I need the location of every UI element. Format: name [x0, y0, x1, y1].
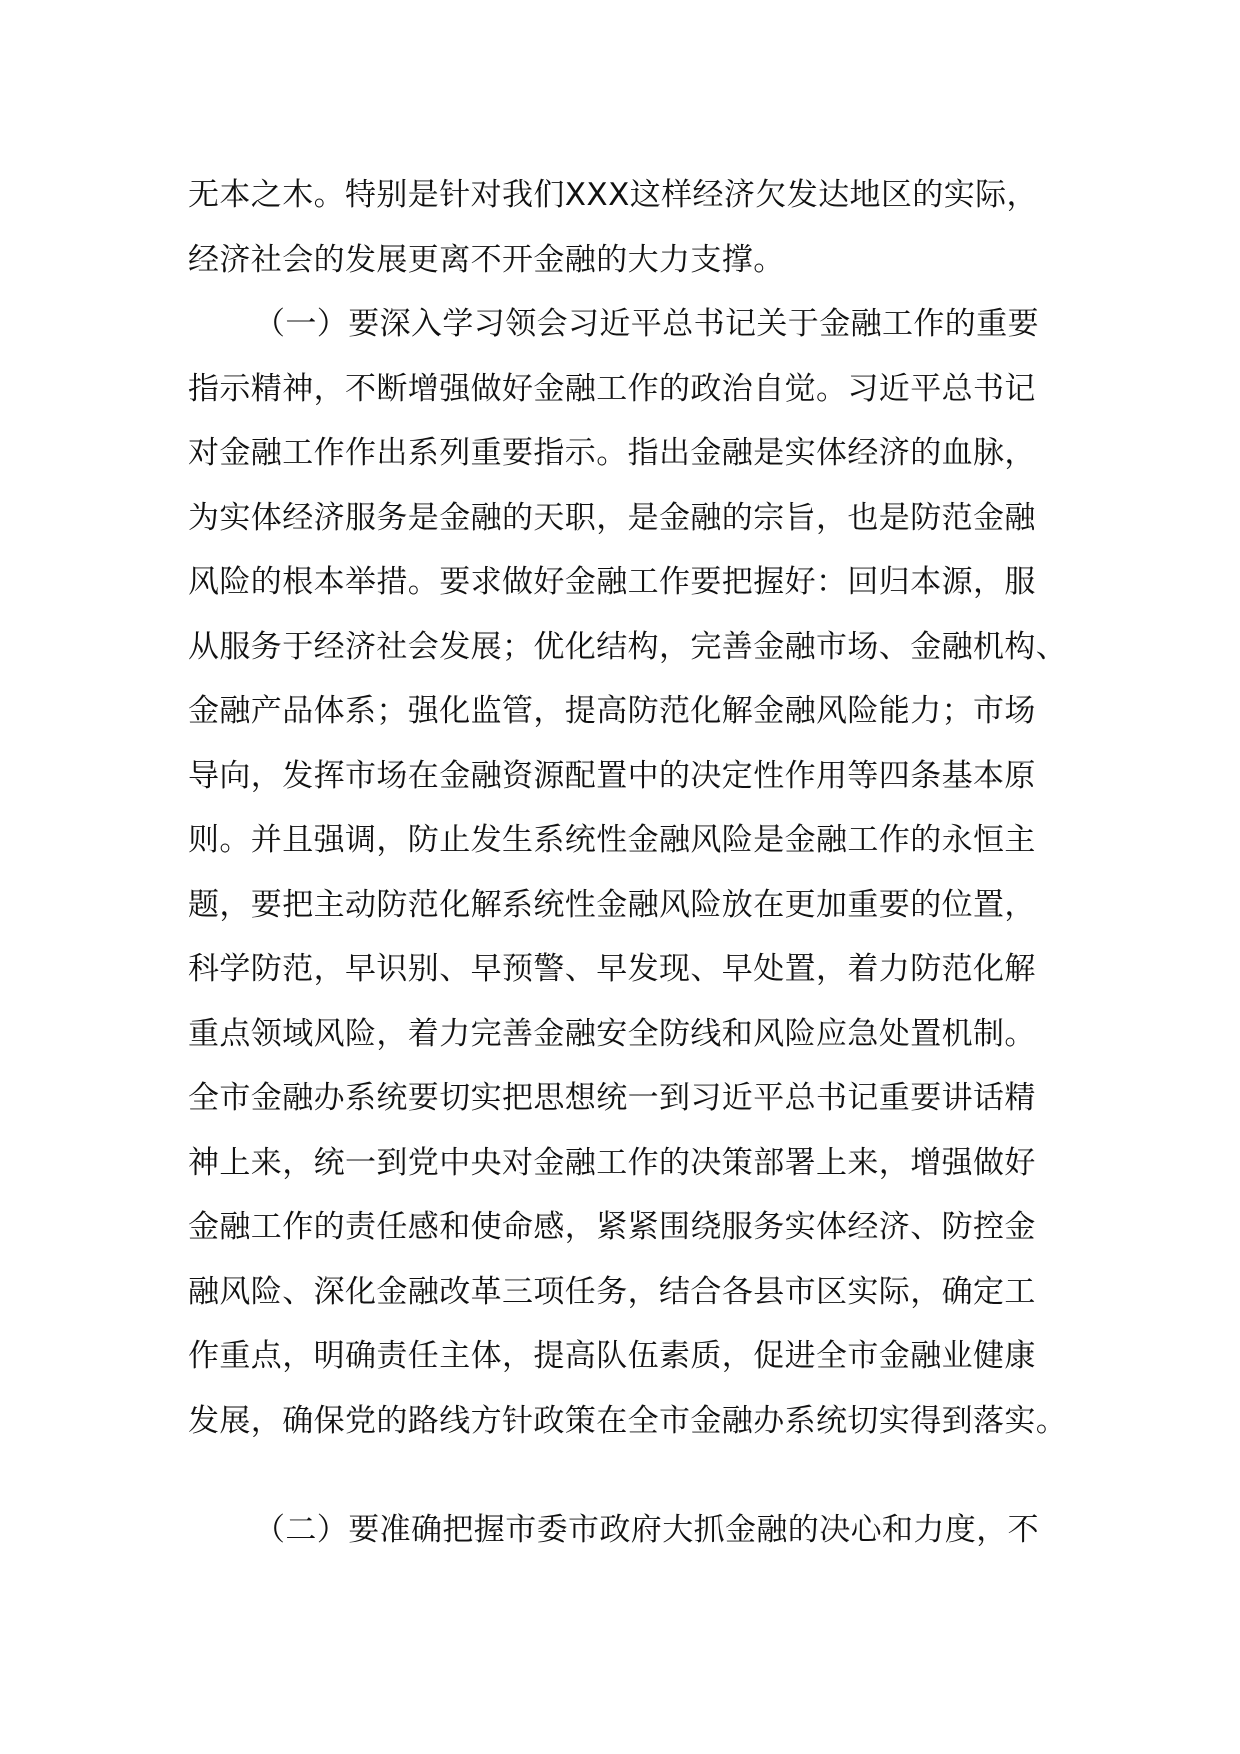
paragraph-line: 金融工作的责任感和使命感，紧紧围绕服务实体经济、防控金 — [188, 1209, 1036, 1245]
paragraph-line: 金融产品体系；强化监管，提高防范化解金融风险能力；市场 — [188, 693, 1036, 729]
paragraph-line: 题，要把主动防范化解系统性金融风险放在更加重要的位置， — [188, 886, 1036, 923]
paragraph-line: 融风险、深化金融改革三项任务，结合各县市区实际，确定工 — [188, 1273, 1036, 1310]
paragraph-line: 风险的根本举措。要求做好金融工作要把握好：回归本源，服 — [188, 564, 1036, 600]
paragraph-line: 无本之木。特别是针对我们XXX这样经济欠发达地区的实际， — [188, 177, 1038, 213]
paragraph-line: 科学防范，早识别、早预警、早发现、早处置，着力防范化解 — [188, 951, 1036, 987]
paragraph-line: 全市金融办系统要切实把思想统一到习近平总书记重要讲话精 — [188, 1080, 1036, 1116]
section-1-paragraph — [188, 292, 1088, 1453]
paragraph-line: 神上来，统一到党中央对金融工作的决策部署上来，增强做好 — [188, 1144, 1036, 1181]
paragraph-line: 对金融工作作出系列重要指示。指出金融是实体经济的血脉， — [188, 435, 1036, 471]
paragraph-line: 导向，发挥市场在金融资源配置中的决定性作用等四条基本原 — [188, 757, 1036, 794]
section-2-paragraph — [188, 1498, 1088, 1563]
paragraph-line: 为实体经济服务是金融的天职，是金融的宗旨，也是防范金融 — [188, 499, 1036, 536]
paragraph-line: 从服务于经济社会发展；优化结构，完善金融市场、金融机构、 — [188, 628, 1068, 665]
section-2-heading-line: （二）要准确把握市委市政府大抓金融的决心和力度，不 — [254, 1512, 1039, 1548]
paragraph-line: 指示精神，不断增强做好金融工作的政治自觉。习近平总书记 — [188, 370, 1036, 407]
paragraph-line: 则。并且强调，防止发生系统性金融风险是金融工作的永恒主 — [188, 822, 1036, 858]
paragraph-line: 发展，确保党的路线方针政策在全市金融办系统切实得到落实。 — [188, 1402, 1068, 1439]
intro-paragraph — [188, 163, 1088, 292]
paragraph-line: 经济社会的发展更离不开金融的大力支撑。 — [188, 241, 785, 278]
paragraph-line: 重点领域风险，着力完善金融安全防线和风险应急处置机制。 — [188, 1015, 1036, 1052]
section-1-heading-line: （一）要深入学习领会习近平总书记关于金融工作的重要 — [254, 306, 1039, 342]
paragraph-line: 作重点，明确责任主体，提高队伍素质，促进全市金融业健康 — [188, 1338, 1036, 1374]
